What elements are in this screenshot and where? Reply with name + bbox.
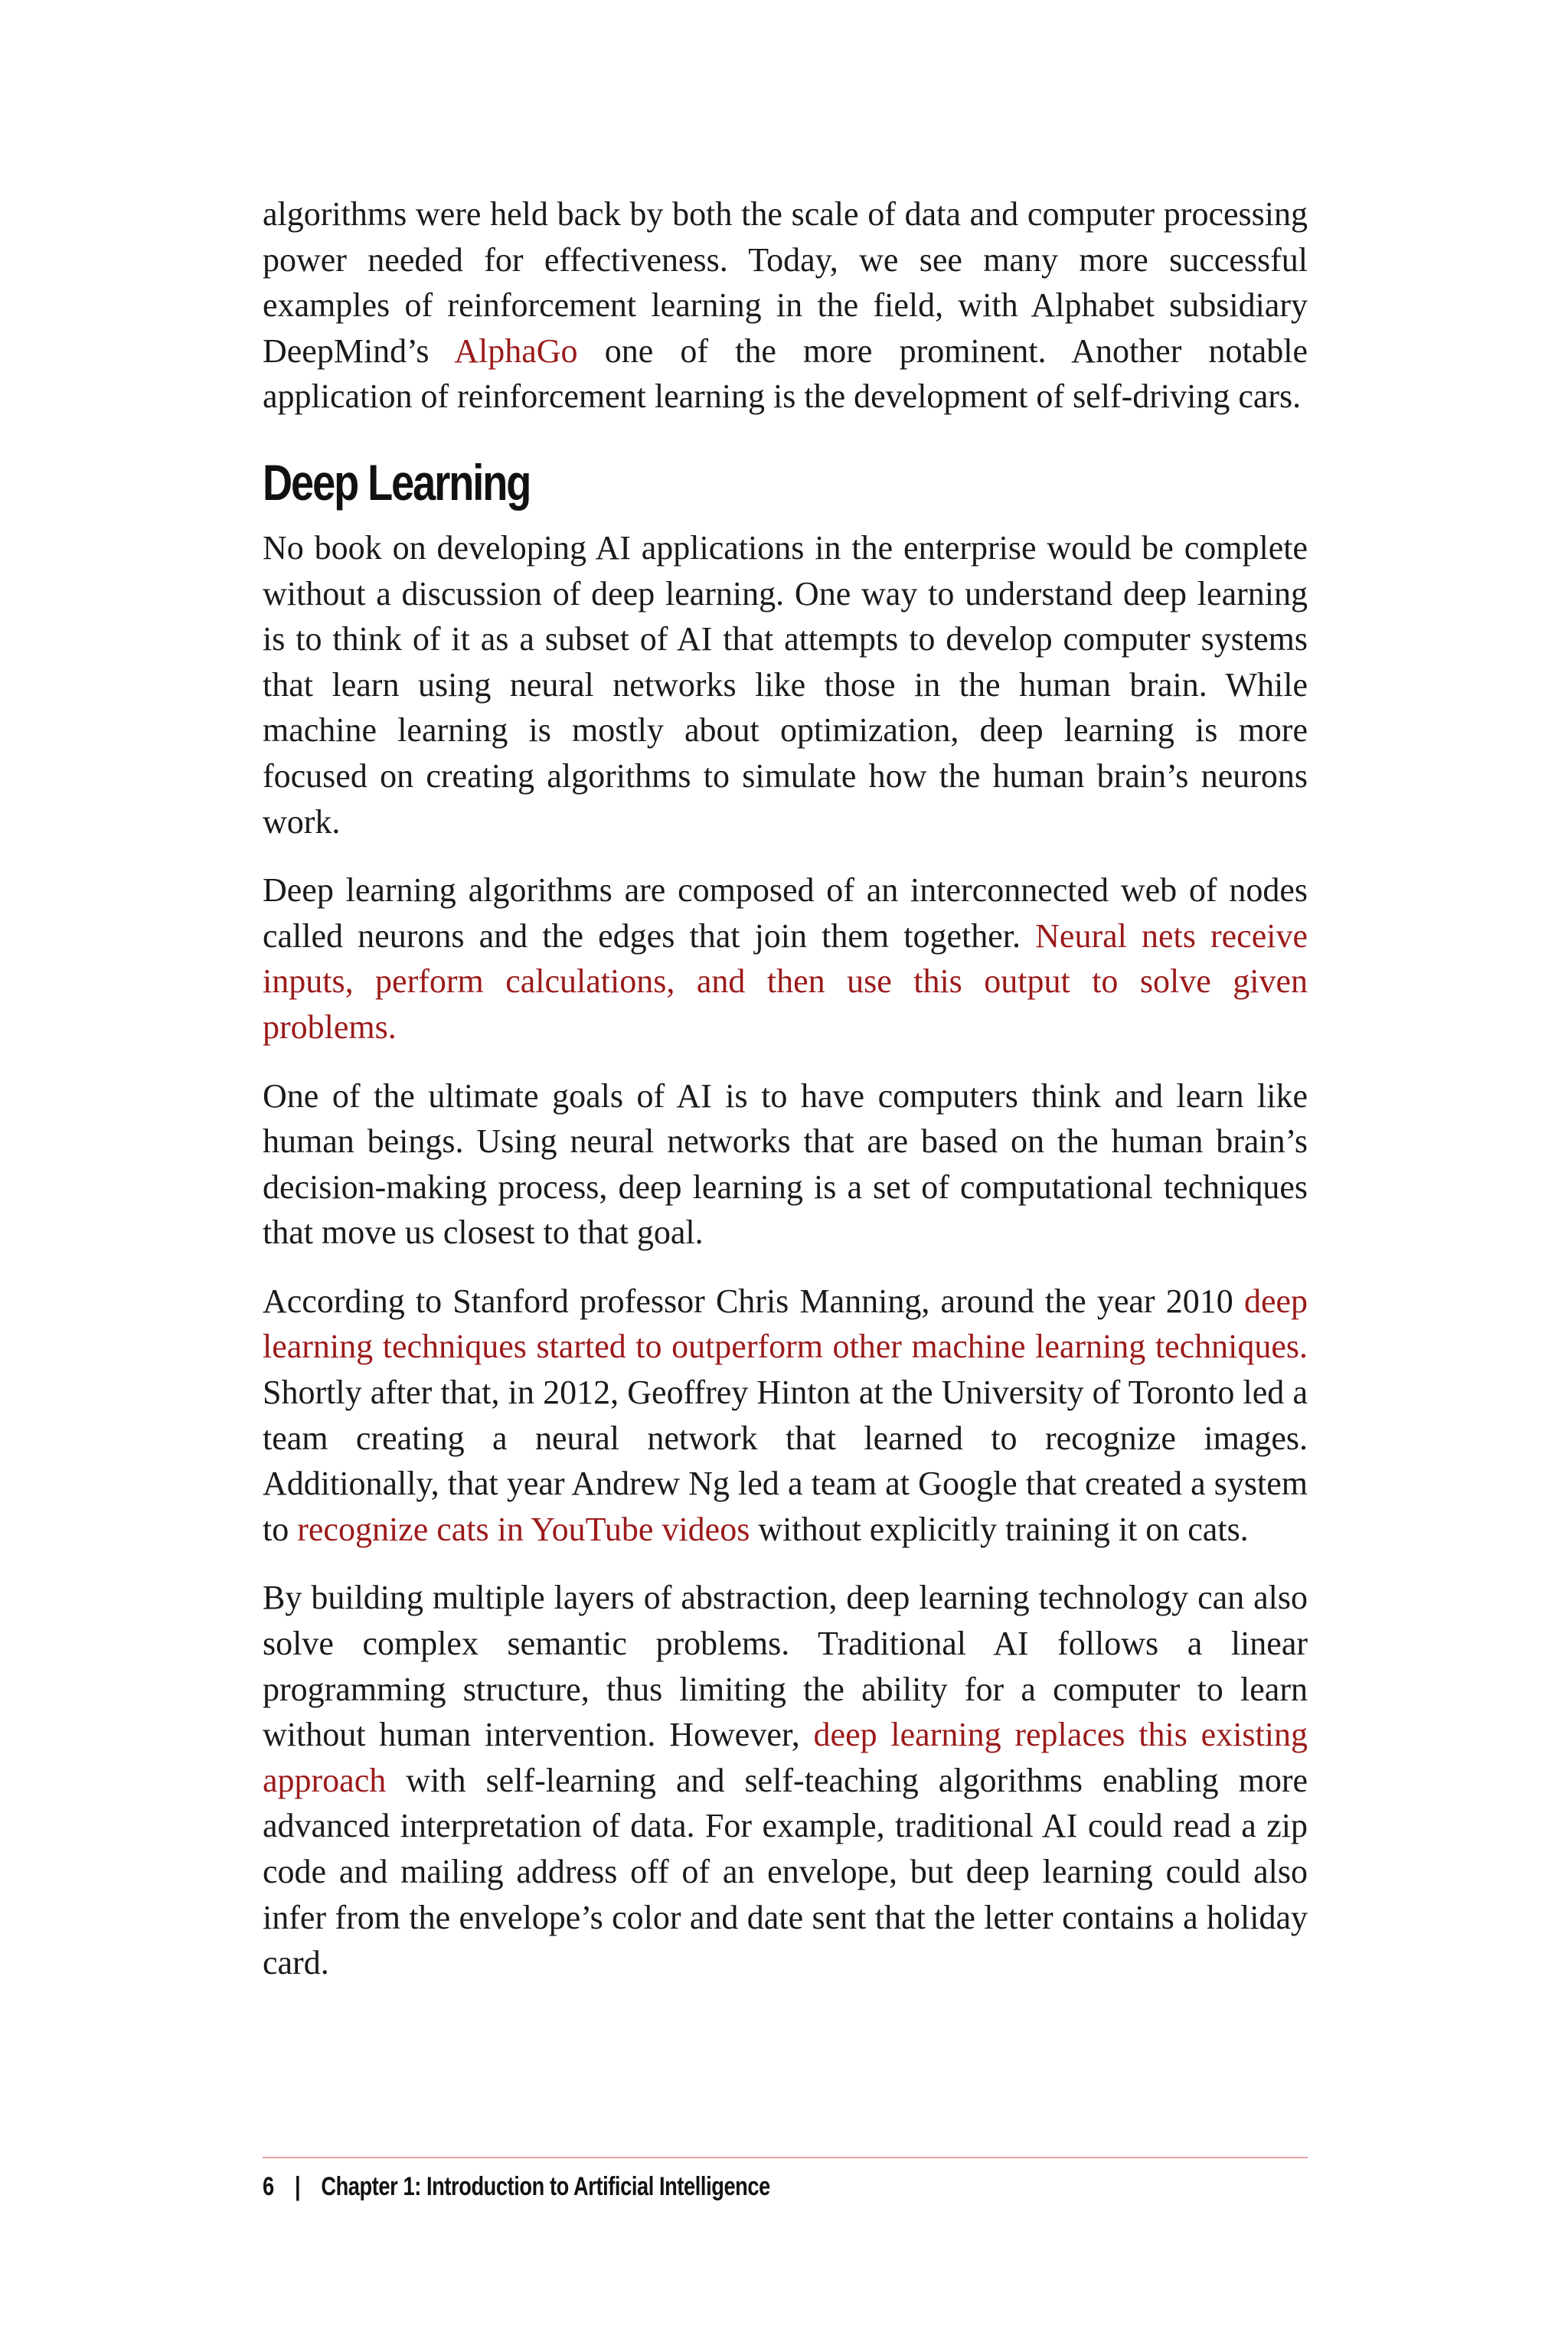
paragraph-2-text: Deep learning algorithms are composed of an interconnected web of nodes called neurons and the edges that join them together.	[263, 871, 1308, 955]
youtube-cats-link[interactable]: recognize cats in YouTube videos	[297, 1510, 750, 1548]
paragraph-4-text-c: without explicitly training it on cats.	[750, 1510, 1249, 1548]
intro-text-start: algorithms were held back by both the scale of data and computer processing power needed for effectiveness. Today, we see many more successful examples of reinforcement learning in the field, with Alphabet subsidiary DeepMind’s	[263, 195, 1308, 370]
page-body	[263, 191, 1308, 1986]
paragraph-4-text-b: Shortly after that, in 2012, Geoffrey Hinton at the University of Toronto led a team creating a neural network that learned to recognize images. Additionally, that year Andrew Ng led a team at Google that created a system to	[263, 1374, 1308, 1548]
footer-rule	[263, 2157, 1308, 2158]
chapter-title: Chapter 1: Introduction to Artificial Intelligence	[321, 2172, 770, 2201]
paragraph-3: One of the ultimate goals of AI is to have computers think and learn like human beings. Using neural networks that are based on the human brain’s decision-making process, deep learning is a set of computational techniques that move us closest to that goal.	[263, 1076, 1308, 1252]
intro-paragraph	[263, 191, 1308, 420]
alphago-link[interactable]: AlphaGo	[454, 332, 578, 370]
paragraph-4-text-a: According to Stanford professor Chris Manning, around the year 2010	[263, 1282, 1244, 1320]
section-heading: Deep Learning	[263, 453, 531, 511]
paragraph-5-text-b: with self-learning and self-teaching algorithms enabling more advanced interpretation of data. For example, traditional AI could read a zip code and mailing address off of an envelope, but deep learning could also infer from the envelope’s color and date sent that the letter contains a holiday card.	[263, 1761, 1308, 1982]
paragraph-5	[263, 1575, 1308, 1985]
footer-separator: |	[294, 2172, 301, 2201]
paragraph-2	[263, 867, 1308, 1050]
outperform-link[interactable]: deep learning techniques started to outperform other machine learning techniques.	[263, 1282, 1308, 1366]
intro-text-end: one of the more prominent. Another notable application of reinforcement learning is the development of self-driving cars.	[263, 332, 1308, 416]
neural-nets-link[interactable]: Neural nets receive inputs, perform calculations, and then use this output to solve given problems.	[263, 916, 1308, 1046]
replaces-approach-link[interactable]: deep learning replaces this existing approach	[263, 1716, 1308, 1799]
paragraph-1: No book on developing AI applications in the enterprise would be complete without a discussion of deep learning. One way to understand deep learning is to think of it as a subset of AI that attempts to develop computer systems that learn using neural networks like those in the human brain. While machine learning is mostly about optimization, deep learning is more focused on creating algorithms to simulate how the human brain’s neurons work.	[263, 528, 1308, 841]
page-footer	[263, 2168, 770, 2205]
paragraph-4	[263, 1279, 1308, 1553]
paragraph-5-text-a: By building multiple layers of abstraction, deep learning technology can also solve complex semantic problems. Traditional AI follows a linear programming structure, thus limiting the ability for a computer to learn without human intervention. However,	[263, 1579, 1308, 1754]
page-number: 6	[263, 2172, 274, 2201]
